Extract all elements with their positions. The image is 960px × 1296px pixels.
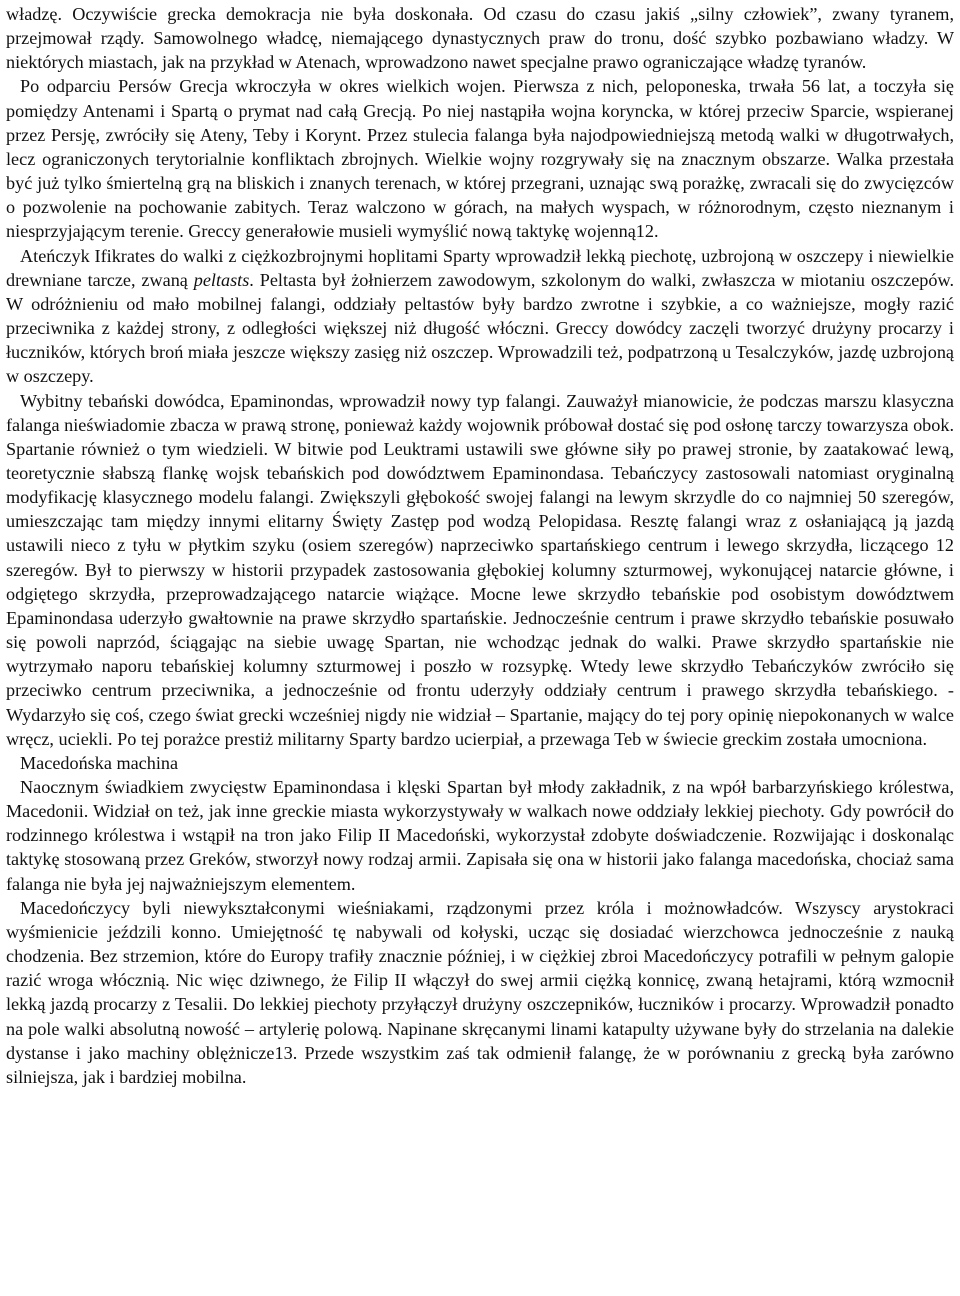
paragraph: Naocznym świadkiem zwycięstw Epaminondasa i klęski Spartan był młody zakładnik, z na wpół barbarzyńskiego królestwa, Macedonii. Widział on też, jak inne greckie miasta wykorzystywały w walkach nowe oddziały lekkiej piechoty. Gdy powrócił do rodzinnego królestwa i wstąpił na tron jako Filip II Macedoński, wykorzystał zdobyte doświadczenie. Rozwijając i doskonaląc taktykę stosowaną przez Greków, stworzył nowy rodzaj armii. Zapisała się ona w historii jako falanga macedońska, chociaż sama falanga nie była jej najważniejszym elementem. [6,777,954,894]
paragraph: Macedończycy byli niewykształconymi wieśniakami, rządzonymi przez króla i możnowładców. Wszyscy arystokraci wyśmienicie jeździli konno. Umiejętność tę nabywali od kołyski, ucząc się dosiadać wierzchowca jednocześnie z nauką chodzenia. Bez strzemion, które do Europy trafiły znacznie później, i w ciężkiej zbroi Macedończycy potrafili w pełnym galopie razić wroga włócznią. Nic więc dziwnego, że Filip II włączył do swej armii ciężką konnicę, zwaną hetajrami, którą wzmocnił lekką jazdą procarzy z Tesalii. Do lekkiej piechoty przyłączył drużyny oszczepników, łuczników i procarzy. Wprowadził ponadto na pole walki absolutną nowość – artylerię polową. Napinane skręcanymi linami katapulty używane były do strzelania na dalekie dystanse i jako machiny oblężnicze13. Przede wszystkim zaś tak odmienił falangę, że w porównaniu z grecką była zarówno silniejsza, jak i bardziej mobilna. [6,897,954,1087]
paragraph-text: Ateńczyk Ifikrates do walki z ciężkozbrojnymi hoplitami Sparty wprowadził lekką piechotę, uzbrojoną w oszczepy i niewielkie drewniane tarcze, zwaną [6,245,954,290]
paragraph: Wybitny tebański dowódca, Epaminondas, wprowadził nowy typ falangi. Zauważył mianowicie, że podczas marszu klasyczna falanga nieświadomie zbacza w prawą stronę, ponieważ każdy wojownik próbował dostać się pod osłonę tarczy towarzysza obok. Spartanie również o tym wiedzieli. W bitwie pod Leuktrami ustawili swe główne siły po prawej stronie, by zaatakować lewą, teoretycznie słabszą flankę wojsk tebańskich pod dowództwem Epaminondasa. Tebańczycy zastosowali natomiast oryginalną modyfikację klasycznego modelu falangi. Zwiększyli głębokość swojej falangi na lewym skrzydle do co najmniej 50 szeregów, umieszczając tam między innymi elitarny Święty Zastęp pod wodzą Pelopidasa. Resztę falangi wraz z osłaniającą ją jazdą ustawili nieco z tyłu w płytkim szyku (osiem szeregów) naprzeciwko spartańskiego centrum i lewego skrzydła, liczącego 12 szeregów. Był to pierwszy w historii przypadek zastosowania głębokiej kolumny szturmowej, wykonującej natarcie główne, i odgiętego skrzydła, przeprowadzającego natarcie wiążące. Mocne lewe skrzydło tebańskie pod osobistym dowództwem Epaminondasa uderzyło gwałtownie na prawe skrzydło spartańskie. Jednocześnie centrum i prawe skrzydło tebańskie posuwało się powoli naprzód, ściągając na siebie uwagę Spartan, nie wchodząc jednak do walki. Prawe skrzydło spartańskie nie wytrzymało naporu tebańskiej kolumny szturmowej i poszło w rozsypkę. Wtedy lewe skrzydło Tebańczyków zwróciło się przeciwko centrum przeciwnika, a jednocześnie od frontu uderzyły oddziały centrum i prawego skrzydła tebańskiego. - Wydarzyło się coś, czego świat grecki wcześniej nigdy nie widział – Spartanie, mający do tej pory opinię niepokonanych w walce wręcz, uciekli. Po tej porażce prestiż militarny Sparty bardzo ucierpiał, a przewaga Teb w świecie greckim została umocniona. [6,390,954,749]
paragraph [6,244,954,389]
paragraph-text: . Peltasta był żołnierzem zawodowym, szkolonym do walki, zwłaszcza w miotaniu oszczepów. W odróżnieniu od mało mobilnej falangi, oddziały peltastów były bardzo zwrotne i szybkie, a co ważniejsze, mogły razić przeciwnika z każdej strony, z odległości większej niż długość włóczni. Greccy dowódcy zaczęli tworzyć drużyny procarzy i łuczników, których broń miała jeszcze większy zasięg niż oszczep. Wprowadzili też, podpatrzoną u Tesalczyków, jazdę uzbrojoną w oszczepy. [6,269,954,387]
paragraph: Po odparciu Persów Grecja wkroczyła w okres wielkich wojen. Pierwsza z nich, peloponeska, trwała 56 lat, a toczyła się pomiędzy Antenami i Spartą o prymat nad całą Grecją. Po niej nastąpiła wojna koryncka, w której przeciw Sparcie, wspieranej przez Persję, zwróciły się Ateny, Teby i Korynt. Przez stulecia falanga była najodpowiedniejszą metodą walki w długotrwałych, lecz ograniczonych terytorialnie konfliktach zbrojnych. Wielkie wojny rozgrywały się na znacznym obszarze. Walka przestała być już tylko śmiertelną grą na bliskich i znanych terenach, w której przegrani, uznając swą porażkę, zwracali się do zwycięzców o pozwolenie na pochowanie zabitych. Teraz walczono w górach, na małych wyspach, w różnorodnym, często nieznanym i niesprzyjającym terenie. Greccy generałowie musieli wymyślić nową taktykę wojenną12. [6,76,954,242]
italic-term: peltasts [193,269,250,290]
section-heading: Macedońska machina [20,752,179,773]
paragraph: władzę. Oczywiście grecka demokracja nie była doskonała. Od czasu do czasu jakiś „silny człowiek”, zwany tyranem, przejmował rządy. Samowolnego władcę, niemającego dynastycznych praw do tronu, dość szybko pozbawiano władzy. W niektórych miastach, jak na przykład w Atenach, wprowadzono nawet specjalne prawo ograniczające władzę tyranów. [6,4,954,73]
